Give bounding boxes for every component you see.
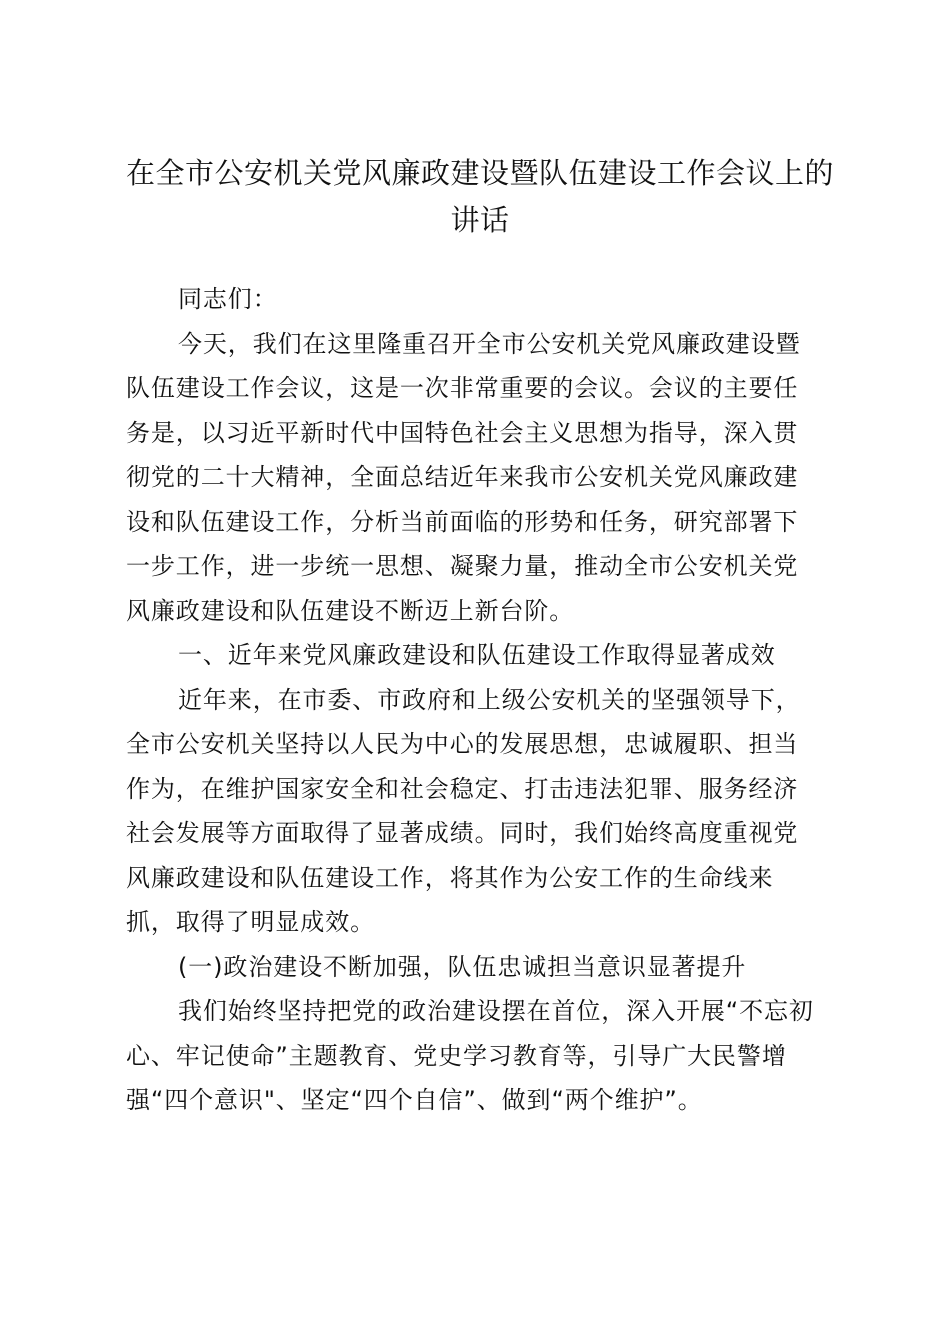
paragraph-line: 全市公安机关坚持以人民为中心的发展思想，忠诚履职、担当 xyxy=(126,730,799,758)
paragraph-line: 风廉政建设和队伍建设工作，将其作为公安工作的生命线来 xyxy=(126,863,774,892)
paragraph-line: 务是，以习近平新时代中国特色社会主义思想为指导，深入贯 xyxy=(126,418,799,447)
paragraph-line: 作为，在维护国家安全和社会稳定、打击违法犯罪、服务经济 xyxy=(126,774,799,803)
paragraph-line: 队伍建设工作会议，这是一次非常重要的会议。会议的主要任 xyxy=(126,374,799,402)
document-body xyxy=(126,277,831,1123)
title-line: 在全市公安机关党风廉政建设暨队伍建设工作会议上的 xyxy=(125,156,834,190)
paragraph-line: 心、牢记使命”主题教育、党史学习教育等，引导广大民警增 xyxy=(126,1041,787,1070)
salutation: 同志们： xyxy=(178,285,278,313)
paragraph-line: 设和队伍建设工作，分析当前面临的形势和任务，研究部署下 xyxy=(126,507,799,536)
paragraph-line: 一步工作，进一步统一思想、凝聚力量，推动全市公安机关党 xyxy=(126,552,799,580)
paragraph-line: 今天，我们在这里隆重召开全市公安机关党风廉政建设暨 xyxy=(178,329,801,358)
paragraph-line: 抓，取得了明显成效。 xyxy=(126,908,375,936)
paragraph-line: 风廉政建设和队伍建设不断迈上新台阶。 xyxy=(126,596,575,625)
section-heading: 一、近年来党风廉政建设和队伍建设工作取得显著成效 xyxy=(178,641,776,669)
paragraph-line: 强“四个意识"、坚定“四个自信”、做到“两个维护”。 xyxy=(126,1086,703,1114)
paragraph-line: 近年来，在市委、市政府和上级公安机关的坚强领导下， xyxy=(178,685,801,714)
document-title xyxy=(120,150,840,244)
paragraph-line: 社会发展等方面取得了显著成绩。同时，我们始终高度重视党 xyxy=(126,819,799,847)
paragraph-line: 彻党的二十大精神，全面总结近年来我市公安机关党风廉政建 xyxy=(126,463,799,491)
title-line: 讲话 xyxy=(450,203,510,237)
subsection-heading: (一)政治建设不断加强，队伍忠诚担当意识显著提升 xyxy=(178,952,747,981)
paragraph-line: 我们始终坚持把党的政治建设摆在首位，深入开展“不忘初 xyxy=(178,997,814,1025)
